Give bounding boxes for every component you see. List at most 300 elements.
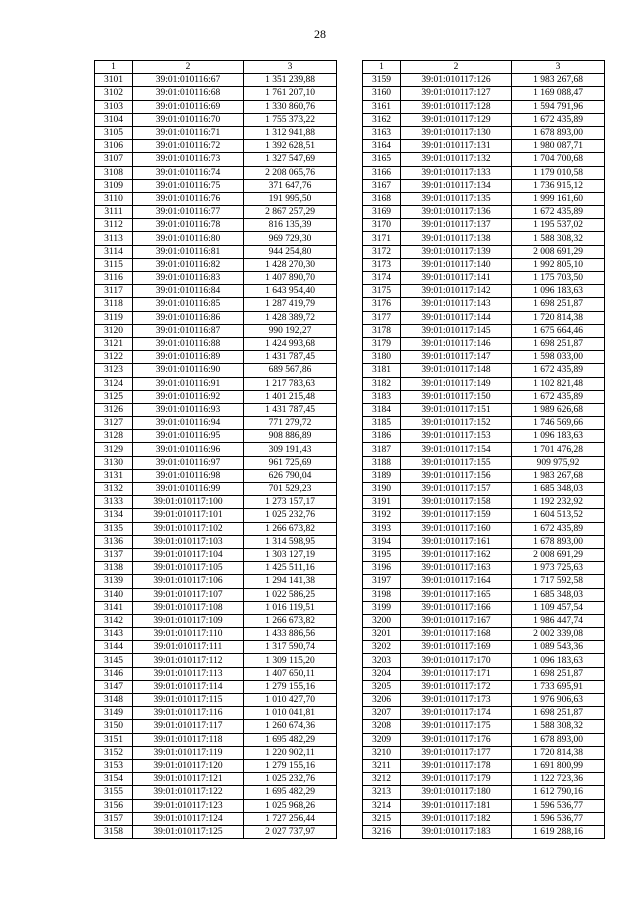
table-row bbox=[95, 562, 337, 575]
table-row bbox=[363, 680, 605, 693]
cadastral-value: 1 612 790,16 bbox=[512, 786, 605, 799]
row-number: 3207 bbox=[363, 707, 401, 720]
row-number: 3166 bbox=[363, 166, 401, 179]
table-row bbox=[363, 746, 605, 759]
cadastral-value: 1 976 906,63 bbox=[512, 694, 605, 707]
cadastral-value: 1 691 800,99 bbox=[512, 759, 605, 772]
row-number: 3115 bbox=[95, 258, 133, 271]
cadastral-number: 39:01:010116:91 bbox=[133, 377, 244, 390]
table-row bbox=[363, 166, 605, 179]
cadastral-number: 39:01:010117:102 bbox=[133, 522, 244, 535]
cadastral-number: 39:01:010117:160 bbox=[401, 522, 512, 535]
row-number: 3171 bbox=[363, 232, 401, 245]
row-number: 3159 bbox=[363, 74, 401, 87]
table-row bbox=[95, 324, 337, 337]
table-row bbox=[363, 509, 605, 522]
cadastral-value: 1 195 537,02 bbox=[512, 219, 605, 232]
cadastral-number: 39:01:010117:138 bbox=[401, 232, 512, 245]
row-number: 3215 bbox=[363, 812, 401, 825]
row-number: 3168 bbox=[363, 192, 401, 205]
table-row bbox=[363, 469, 605, 482]
cadastral-value: 1 704 700,68 bbox=[512, 153, 605, 166]
table-row bbox=[363, 825, 605, 838]
cadastral-number: 39:01:010117:145 bbox=[401, 324, 512, 337]
cadastral-value: 1 675 664,46 bbox=[512, 324, 605, 337]
cadastral-number: 39:01:010117:140 bbox=[401, 258, 512, 271]
row-number: 3179 bbox=[363, 337, 401, 350]
row-number: 3164 bbox=[363, 140, 401, 153]
header-col-2: 2 bbox=[133, 61, 244, 74]
cadastral-value: 1 025 232,76 bbox=[244, 773, 337, 786]
cadastral-value: 1 220 902,11 bbox=[244, 746, 337, 759]
cadastral-number: 39:01:010116:86 bbox=[133, 311, 244, 324]
cadastral-number: 39:01:010117:162 bbox=[401, 548, 512, 561]
cadastral-value: 1 260 674,36 bbox=[244, 720, 337, 733]
cadastral-number: 39:01:010117:121 bbox=[133, 773, 244, 786]
table-row bbox=[95, 733, 337, 746]
row-number: 3149 bbox=[95, 707, 133, 720]
cadastral-number: 39:01:010116:87 bbox=[133, 324, 244, 337]
cadastral-value: 1 428 270,30 bbox=[244, 258, 337, 271]
row-number: 3210 bbox=[363, 746, 401, 759]
cadastral-number: 39:01:010116:82 bbox=[133, 258, 244, 271]
table-row bbox=[363, 720, 605, 733]
table-row bbox=[95, 100, 337, 113]
cadastral-value: 1 672 435,89 bbox=[512, 206, 605, 219]
cadastral-value: 689 567,86 bbox=[244, 364, 337, 377]
row-number: 3175 bbox=[363, 285, 401, 298]
table-row bbox=[363, 562, 605, 575]
cadastral-value: 1 122 723,36 bbox=[512, 773, 605, 786]
cadastral-number: 39:01:010117:119 bbox=[133, 746, 244, 759]
cadastral-number: 39:01:010117:125 bbox=[133, 825, 244, 838]
cadastral-number: 39:01:010117:159 bbox=[401, 509, 512, 522]
cadastral-number: 39:01:010117:110 bbox=[133, 628, 244, 641]
cadastral-value: 1 431 787,45 bbox=[244, 351, 337, 364]
cadastral-number: 39:01:010117:107 bbox=[133, 588, 244, 601]
cadastral-value: 990 192,27 bbox=[244, 324, 337, 337]
table-row bbox=[95, 179, 337, 192]
cadastral-number: 39:01:010117:182 bbox=[401, 812, 512, 825]
table-row bbox=[363, 733, 605, 746]
cadastral-value: 1 266 673,82 bbox=[244, 614, 337, 627]
table-row bbox=[363, 641, 605, 654]
cadastral-number: 39:01:010117:120 bbox=[133, 759, 244, 772]
header-col-1: 1 bbox=[363, 61, 401, 74]
table-row bbox=[95, 799, 337, 812]
cadastral-value: 1 309 115,20 bbox=[244, 654, 337, 667]
cadastral-number: 39:01:010117:152 bbox=[401, 417, 512, 430]
cadastral-value: 1 431 787,45 bbox=[244, 403, 337, 416]
cadastral-value: 1 989 626,68 bbox=[512, 403, 605, 416]
cadastral-number: 39:01:010117:124 bbox=[133, 812, 244, 825]
table-row bbox=[363, 153, 605, 166]
table-row bbox=[363, 483, 605, 496]
table-row bbox=[95, 588, 337, 601]
cadastral-value: 1 279 155,16 bbox=[244, 759, 337, 772]
table-row bbox=[95, 483, 337, 496]
cadastral-number: 39:01:010117:169 bbox=[401, 641, 512, 654]
cadastral-number: 39:01:010117:127 bbox=[401, 87, 512, 100]
cadastral-number: 39:01:010117:149 bbox=[401, 377, 512, 390]
row-number: 3188 bbox=[363, 456, 401, 469]
cadastral-value: 1 685 348,03 bbox=[512, 483, 605, 496]
table-row bbox=[95, 206, 337, 219]
table-row bbox=[95, 443, 337, 456]
row-number: 3110 bbox=[95, 192, 133, 205]
cadastral-number: 39:01:010117:100 bbox=[133, 496, 244, 509]
table-row bbox=[363, 377, 605, 390]
table-row bbox=[363, 786, 605, 799]
row-number: 3182 bbox=[363, 377, 401, 390]
row-number: 3202 bbox=[363, 641, 401, 654]
cadastral-number: 39:01:010117:174 bbox=[401, 707, 512, 720]
cadastral-value: 1 643 954,40 bbox=[244, 285, 337, 298]
table-row bbox=[95, 403, 337, 416]
table-row bbox=[95, 548, 337, 561]
table-row bbox=[363, 694, 605, 707]
cadastral-value: 1 273 157,17 bbox=[244, 496, 337, 509]
row-number: 3140 bbox=[95, 588, 133, 601]
cadastral-number: 39:01:010117:109 bbox=[133, 614, 244, 627]
cadastral-number: 39:01:010117:161 bbox=[401, 535, 512, 548]
cadastral-value: 626 790,04 bbox=[244, 469, 337, 482]
row-number: 3141 bbox=[95, 601, 133, 614]
cadastral-number: 39:01:010116:81 bbox=[133, 245, 244, 258]
cadastral-value: 1 179 010,58 bbox=[512, 166, 605, 179]
row-number: 3109 bbox=[95, 179, 133, 192]
cadastral-value: 1 596 536,77 bbox=[512, 812, 605, 825]
cadastral-value: 771 279,72 bbox=[244, 417, 337, 430]
cadastral-value: 1 424 993,68 bbox=[244, 337, 337, 350]
cadastral-value: 2 008 691,29 bbox=[512, 548, 605, 561]
cadastral-number: 39:01:010116:75 bbox=[133, 179, 244, 192]
cadastral-number: 39:01:010117:111 bbox=[133, 641, 244, 654]
table-row bbox=[95, 298, 337, 311]
cadastral-number: 39:01:010117:170 bbox=[401, 654, 512, 667]
cadastral-value: 1 701 476,28 bbox=[512, 443, 605, 456]
row-number: 3146 bbox=[95, 667, 133, 680]
row-number: 3130 bbox=[95, 456, 133, 469]
cadastral-number: 39:01:010117:147 bbox=[401, 351, 512, 364]
cadastral-number: 39:01:010117:122 bbox=[133, 786, 244, 799]
row-number: 3187 bbox=[363, 443, 401, 456]
row-number: 3129 bbox=[95, 443, 133, 456]
cadastral-value: 1 102 821,48 bbox=[512, 377, 605, 390]
cadastral-number: 39:01:010117:143 bbox=[401, 298, 512, 311]
cadastral-number: 39:01:010117:108 bbox=[133, 601, 244, 614]
row-number: 3185 bbox=[363, 417, 401, 430]
row-number: 3144 bbox=[95, 641, 133, 654]
row-number: 3102 bbox=[95, 87, 133, 100]
row-number: 3160 bbox=[363, 87, 401, 100]
header-col-3: 3 bbox=[512, 61, 605, 74]
header-col-3: 3 bbox=[244, 61, 337, 74]
row-number: 3127 bbox=[95, 417, 133, 430]
row-number: 3126 bbox=[95, 403, 133, 416]
table-row bbox=[95, 258, 337, 271]
row-number: 3117 bbox=[95, 285, 133, 298]
cadastral-number: 39:01:010117:130 bbox=[401, 126, 512, 139]
table-row bbox=[95, 87, 337, 100]
table-row bbox=[363, 100, 605, 113]
row-number: 3143 bbox=[95, 628, 133, 641]
cadastral-value: 1 973 725,63 bbox=[512, 562, 605, 575]
cadastral-number: 39:01:010116:97 bbox=[133, 456, 244, 469]
cadastral-value: 1 266 673,82 bbox=[244, 522, 337, 535]
cadastral-value: 1 755 373,22 bbox=[244, 113, 337, 126]
table-row bbox=[363, 773, 605, 786]
table-row bbox=[363, 417, 605, 430]
table-row bbox=[95, 245, 337, 258]
row-number: 3119 bbox=[95, 311, 133, 324]
cadastral-number: 39:01:010116:99 bbox=[133, 483, 244, 496]
row-number: 3186 bbox=[363, 430, 401, 443]
table-row bbox=[363, 456, 605, 469]
cadastral-value: 908 886,89 bbox=[244, 430, 337, 443]
cadastral-number: 39:01:010117:167 bbox=[401, 614, 512, 627]
table-row bbox=[363, 337, 605, 350]
row-number: 3198 bbox=[363, 588, 401, 601]
cadastral-number: 39:01:010117:133 bbox=[401, 166, 512, 179]
row-number: 3145 bbox=[95, 654, 133, 667]
cadastral-value: 1 698 251,87 bbox=[512, 667, 605, 680]
cadastral-value: 1 279 155,16 bbox=[244, 680, 337, 693]
cadastral-number: 39:01:010116:90 bbox=[133, 364, 244, 377]
row-number: 3196 bbox=[363, 562, 401, 575]
table-body-left bbox=[95, 74, 337, 839]
cadastral-number: 39:01:010116:98 bbox=[133, 469, 244, 482]
cadastral-value: 816 135,39 bbox=[244, 219, 337, 232]
row-number: 3148 bbox=[95, 694, 133, 707]
table-row bbox=[363, 311, 605, 324]
row-number: 3167 bbox=[363, 179, 401, 192]
row-number: 3216 bbox=[363, 825, 401, 838]
cadastral-value: 1 317 590,74 bbox=[244, 641, 337, 654]
row-number: 3152 bbox=[95, 746, 133, 759]
row-number: 3199 bbox=[363, 601, 401, 614]
table-row bbox=[363, 126, 605, 139]
table-row bbox=[95, 773, 337, 786]
table-row bbox=[95, 285, 337, 298]
table-row bbox=[363, 628, 605, 641]
cadastral-number: 39:01:010117:137 bbox=[401, 219, 512, 232]
cadastral-value: 1 287 419,79 bbox=[244, 298, 337, 311]
cadastral-number: 39:01:010116:69 bbox=[133, 100, 244, 113]
table-row bbox=[363, 430, 605, 443]
cadastral-number: 39:01:010117:123 bbox=[133, 799, 244, 812]
cadastral-number: 39:01:010117:128 bbox=[401, 100, 512, 113]
cadastral-value: 1 351 239,88 bbox=[244, 74, 337, 87]
table-row bbox=[363, 113, 605, 126]
table-row bbox=[363, 258, 605, 271]
cadastral-value: 1 983 267,68 bbox=[512, 74, 605, 87]
cadastral-number: 39:01:010117:134 bbox=[401, 179, 512, 192]
cadastral-value: 1 986 447,74 bbox=[512, 614, 605, 627]
cadastral-number: 39:01:010117:156 bbox=[401, 469, 512, 482]
cadastral-value: 1 746 569,66 bbox=[512, 417, 605, 430]
table-row bbox=[95, 746, 337, 759]
table-row bbox=[363, 522, 605, 535]
table-header-row bbox=[363, 61, 605, 74]
cadastral-number: 39:01:010117:116 bbox=[133, 707, 244, 720]
cadastral-number: 39:01:010117:117 bbox=[133, 720, 244, 733]
cadastral-value: 1 217 783,63 bbox=[244, 377, 337, 390]
cadastral-number: 39:01:010117:181 bbox=[401, 799, 512, 812]
cadastral-value: 1 407 890,70 bbox=[244, 272, 337, 285]
cadastral-value: 1 312 941,88 bbox=[244, 126, 337, 139]
cadastral-value: 2 027 737,97 bbox=[244, 825, 337, 838]
cadastral-number: 39:01:010117:142 bbox=[401, 285, 512, 298]
cadastral-value: 1 999 161,60 bbox=[512, 192, 605, 205]
row-number: 3190 bbox=[363, 483, 401, 496]
cadastral-value: 1 720 814,38 bbox=[512, 746, 605, 759]
cadastral-value: 1 010 041,81 bbox=[244, 707, 337, 720]
row-number: 3105 bbox=[95, 126, 133, 139]
table-row bbox=[95, 786, 337, 799]
row-number: 3163 bbox=[363, 126, 401, 139]
cadastral-value: 1 698 251,87 bbox=[512, 707, 605, 720]
row-number: 3108 bbox=[95, 166, 133, 179]
cadastral-number: 39:01:010116:93 bbox=[133, 403, 244, 416]
row-number: 3177 bbox=[363, 311, 401, 324]
row-number: 3137 bbox=[95, 548, 133, 561]
cadastral-value: 1 175 703,50 bbox=[512, 272, 605, 285]
table-row bbox=[95, 140, 337, 153]
table-row bbox=[95, 390, 337, 403]
row-number: 3203 bbox=[363, 654, 401, 667]
cadastral-number: 39:01:010116:89 bbox=[133, 351, 244, 364]
cadastral-number: 39:01:010117:129 bbox=[401, 113, 512, 126]
row-number: 3194 bbox=[363, 535, 401, 548]
table-row bbox=[95, 654, 337, 667]
cadastral-number: 39:01:010117:126 bbox=[401, 74, 512, 87]
cadastral-value: 1 672 435,89 bbox=[512, 113, 605, 126]
cadastral-number: 39:01:010116:67 bbox=[133, 74, 244, 87]
cadastral-number: 39:01:010116:74 bbox=[133, 166, 244, 179]
row-number: 3156 bbox=[95, 799, 133, 812]
cadastral-value: 1 192 232,92 bbox=[512, 496, 605, 509]
row-number: 3161 bbox=[363, 100, 401, 113]
table-row bbox=[363, 601, 605, 614]
header-col-2: 2 bbox=[401, 61, 512, 74]
row-number: 3174 bbox=[363, 272, 401, 285]
header-col-1: 1 bbox=[95, 61, 133, 74]
row-number: 3209 bbox=[363, 733, 401, 746]
table-row bbox=[363, 614, 605, 627]
cadastral-value: 1 678 893,00 bbox=[512, 733, 605, 746]
cadastral-number: 39:01:010117:183 bbox=[401, 825, 512, 838]
row-number: 3155 bbox=[95, 786, 133, 799]
cadastral-number: 39:01:010117:148 bbox=[401, 364, 512, 377]
cadastral-number: 39:01:010117:153 bbox=[401, 430, 512, 443]
row-number: 3180 bbox=[363, 351, 401, 364]
cadastral-number: 39:01:010116:88 bbox=[133, 337, 244, 350]
cadastral-number: 39:01:010116:95 bbox=[133, 430, 244, 443]
cadastral-value: 1 588 308,32 bbox=[512, 232, 605, 245]
row-number: 3181 bbox=[363, 364, 401, 377]
table-row bbox=[363, 654, 605, 667]
cadastral-value: 701 529,23 bbox=[244, 483, 337, 496]
row-number: 3200 bbox=[363, 614, 401, 627]
cadastral-number: 39:01:010117:104 bbox=[133, 548, 244, 561]
table-row bbox=[95, 707, 337, 720]
cadastral-number: 39:01:010117:105 bbox=[133, 562, 244, 575]
cadastral-value: 1 980 087,71 bbox=[512, 140, 605, 153]
row-number: 3197 bbox=[363, 575, 401, 588]
table-row bbox=[95, 509, 337, 522]
row-number: 3213 bbox=[363, 786, 401, 799]
row-number: 3193 bbox=[363, 522, 401, 535]
table-row bbox=[95, 272, 337, 285]
row-number: 3151 bbox=[95, 733, 133, 746]
cadastral-value: 1 698 251,87 bbox=[512, 298, 605, 311]
cadastral-value: 1 604 513,52 bbox=[512, 509, 605, 522]
cadastral-value: 1 619 288,16 bbox=[512, 825, 605, 838]
cadastral-number: 39:01:010116:84 bbox=[133, 285, 244, 298]
row-number: 3135 bbox=[95, 522, 133, 535]
cadastral-number: 39:01:010117:177 bbox=[401, 746, 512, 759]
cadastral-value: 1 294 141,38 bbox=[244, 575, 337, 588]
cadastral-number: 39:01:010117:165 bbox=[401, 588, 512, 601]
row-number: 3121 bbox=[95, 337, 133, 350]
row-number: 3128 bbox=[95, 430, 133, 443]
cadastral-number: 39:01:010117:173 bbox=[401, 694, 512, 707]
cadastral-value: 1 109 457,54 bbox=[512, 601, 605, 614]
table-row bbox=[95, 364, 337, 377]
row-number: 3124 bbox=[95, 377, 133, 390]
cadastral-number: 39:01:010117:118 bbox=[133, 733, 244, 746]
cadastral-number: 39:01:010116:78 bbox=[133, 219, 244, 232]
cadastral-value: 1 695 482,29 bbox=[244, 786, 337, 799]
row-number: 3131 bbox=[95, 469, 133, 482]
cadastral-number: 39:01:010116:85 bbox=[133, 298, 244, 311]
table-row bbox=[363, 87, 605, 100]
table-row bbox=[363, 206, 605, 219]
cadastral-value: 1 010 427,70 bbox=[244, 694, 337, 707]
row-number: 3106 bbox=[95, 140, 133, 153]
row-number: 3116 bbox=[95, 272, 133, 285]
cadastral-value: 309 191,43 bbox=[244, 443, 337, 456]
row-number: 3103 bbox=[95, 100, 133, 113]
row-number: 3165 bbox=[363, 153, 401, 166]
table-row bbox=[95, 417, 337, 430]
cadastral-value: 1 588 308,32 bbox=[512, 720, 605, 733]
row-number: 3205 bbox=[363, 680, 401, 693]
cadastral-number: 39:01:010117:164 bbox=[401, 575, 512, 588]
row-number: 3107 bbox=[95, 153, 133, 166]
table-row bbox=[95, 351, 337, 364]
cadastral-number: 39:01:010117:132 bbox=[401, 153, 512, 166]
cadastral-value: 1 678 893,00 bbox=[512, 535, 605, 548]
table-row bbox=[363, 192, 605, 205]
table-row bbox=[363, 140, 605, 153]
row-number: 3208 bbox=[363, 720, 401, 733]
cadastral-number: 39:01:010117:112 bbox=[133, 654, 244, 667]
cadastral-number: 39:01:010116:83 bbox=[133, 272, 244, 285]
cadastral-value: 2 867 257,29 bbox=[244, 206, 337, 219]
table-row bbox=[95, 469, 337, 482]
cadastral-number: 39:01:010117:172 bbox=[401, 680, 512, 693]
cadastral-value: 1 016 119,51 bbox=[244, 601, 337, 614]
cadastral-number: 39:01:010117:180 bbox=[401, 786, 512, 799]
cadastral-value: 191 995,50 bbox=[244, 192, 337, 205]
table-row bbox=[95, 575, 337, 588]
row-number: 3173 bbox=[363, 258, 401, 271]
cadastral-value: 1 303 127,19 bbox=[244, 548, 337, 561]
cadastral-value: 961 725,69 bbox=[244, 456, 337, 469]
row-number: 3162 bbox=[363, 113, 401, 126]
